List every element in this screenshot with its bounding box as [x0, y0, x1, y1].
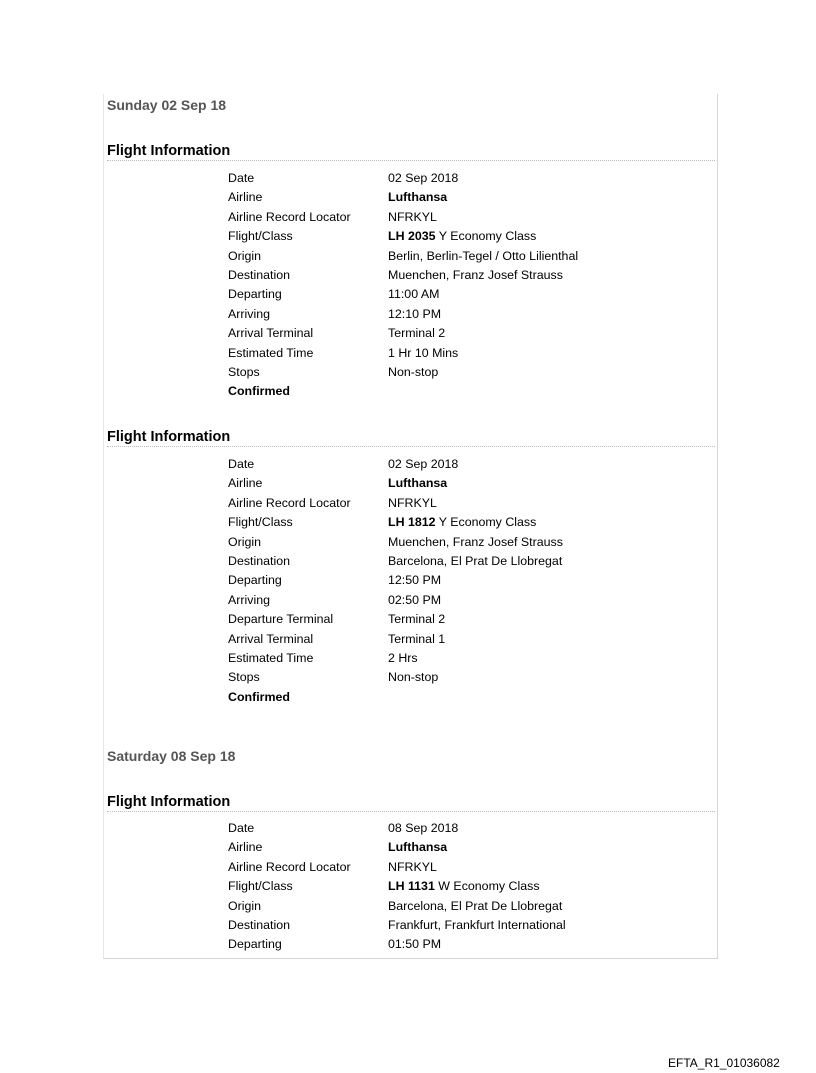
flight-number: LH 1131	[388, 879, 435, 894]
detail-row-origin: Origin Barcelona, El Prat De Llobregat	[228, 898, 563, 913]
flight-info-heading: Flight Information	[107, 429, 231, 445]
detail-row-stops: Stops Non-stop	[228, 670, 439, 685]
detail-row-arriving: Arriving 12:10 PM	[228, 306, 442, 321]
flight-details	[228, 819, 698, 955]
detail-row-destination: Destination Barcelona, El Prat De Llobregat	[228, 553, 563, 568]
detail-row-record-locator: Airline Record Locator NFRKYL	[228, 495, 437, 510]
document-id: EFTA_R1_01036082	[668, 1056, 780, 1070]
fare-class: W Economy Class	[438, 879, 540, 894]
status-confirmed: Confirmed	[228, 689, 290, 704]
section-divider	[107, 446, 715, 447]
detail-row-origin: Origin Muenchen, Franz Josef Strauss	[228, 534, 563, 549]
detail-row-airline: Airline Lufthansa	[228, 476, 448, 491]
detail-row-stops: Stops Non-stop	[228, 364, 439, 379]
detail-row-record-locator: Airline Record Locator NFRKYL	[228, 209, 437, 224]
detail-row-origin: Origin Berlin, Berlin-Tegel / Otto Lilienthal	[228, 248, 579, 263]
detail-row-arrival-terminal: Arrival Terminal Terminal 2	[228, 326, 446, 341]
detail-row-estimated-time: Estimated Time 1 Hr 10 Mins	[228, 345, 459, 360]
detail-row-date: Date 08 Sep 2018	[228, 821, 459, 835]
detail-row-date: Date 02 Sep 2018	[228, 457, 459, 471]
flight-details	[228, 169, 698, 402]
detail-row-airline: Airline Lufthansa	[228, 840, 448, 855]
detail-row-estimated-time: Estimated Time 2 Hrs	[228, 650, 418, 665]
day-heading: Saturday 08 Sep 18	[107, 748, 236, 764]
detail-row-departing: Departing 11:00 AM	[228, 287, 440, 302]
status-confirmed: Confirmed	[228, 384, 290, 399]
day-heading: Sunday 02 Sep 18	[107, 97, 227, 113]
detail-row-date: Date 02 Sep 2018	[228, 171, 459, 185]
flight-number: LH 2035	[388, 229, 436, 244]
detail-row-departing: Departing 12:50 PM	[228, 573, 442, 588]
detail-row-airline: Airline Lufthansa	[228, 190, 448, 205]
detail-row-flight-class: Flight/Class LH 2035 Y Economy Class	[228, 229, 537, 244]
flight-info-heading: Flight Information	[107, 143, 231, 159]
detail-row-destination: Destination Muenchen, Franz Josef Strauss	[228, 267, 563, 282]
section-divider	[107, 811, 715, 812]
detail-row-departing: Departing 01:50 PM	[228, 937, 442, 952]
detail-row-record-locator: Airline Record Locator NFRKYL	[228, 859, 437, 874]
detail-row-flight-class: Flight/Class LH 1812 Y Economy Class	[228, 515, 537, 530]
flight-info-heading: Flight Information	[107, 794, 231, 810]
detail-row-destination: Destination Frankfurt, Frankfurt International	[228, 917, 566, 932]
detail-row-arriving: Arriving 02:50 PM	[228, 592, 442, 607]
flight-number: LH 1812	[388, 515, 436, 530]
section-divider	[107, 160, 715, 161]
flight-details	[228, 455, 698, 707]
fare-class: Y Economy Class	[438, 229, 537, 244]
fare-class: Y Economy Class	[438, 515, 537, 530]
detail-row-arrival-terminal: Arrival Terminal Terminal 1	[228, 631, 446, 646]
detail-row-departure-terminal: Departure Terminal Terminal 2	[228, 612, 446, 627]
detail-row-flight-class: Flight/Class LH 1131 W Economy Class	[228, 879, 540, 894]
